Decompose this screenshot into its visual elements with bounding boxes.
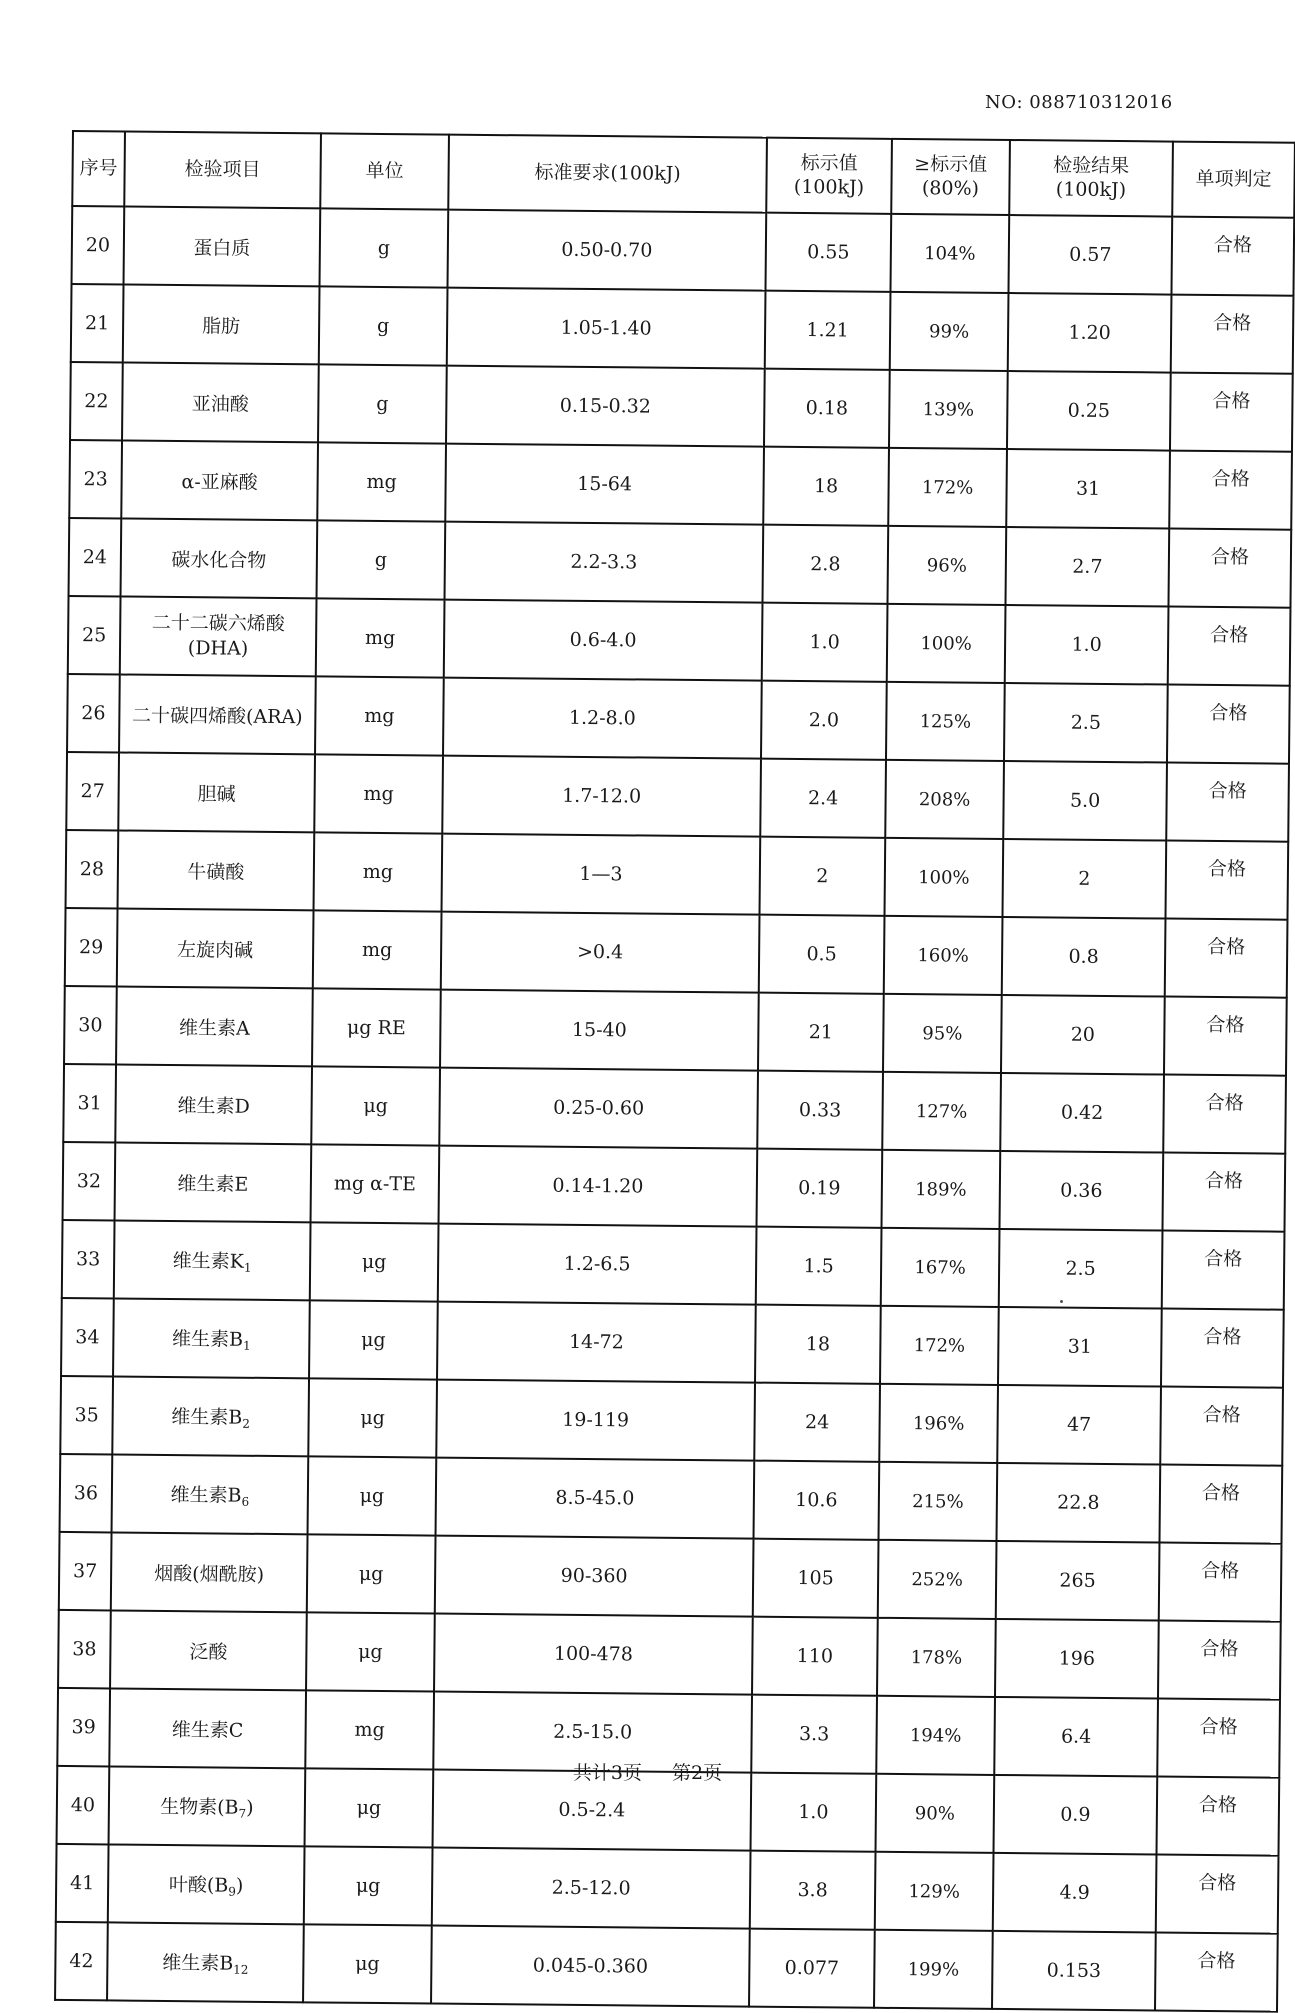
cell-item (118, 830, 315, 910)
table-body (55, 206, 1294, 2012)
cell-item (118, 752, 315, 832)
cell-unit: μg (306, 1612, 435, 1691)
cell-pct: 252% (878, 1540, 997, 1619)
cell-seq: 30 (64, 986, 117, 1064)
header-item: 检验项目 (124, 132, 321, 209)
cell-unit: μg (310, 1222, 439, 1301)
cell-judgement: 合格 (1162, 1231, 1285, 1310)
cell-judgement: 合格 (1161, 1309, 1284, 1388)
cell-label-value: 3.3 (751, 1695, 877, 1774)
cell-label-value: 2.0 (761, 681, 887, 760)
table-row (58, 1610, 1281, 1700)
cell-label-value: 0.18 (764, 369, 890, 448)
cell-judgement: 合格 (1166, 763, 1289, 842)
cell-result: 0.57 (1008, 215, 1172, 295)
cell-standard: 14-72 (437, 1302, 756, 1383)
cell-seq: 26 (67, 674, 120, 752)
cell-unit: mg (313, 910, 442, 989)
cell-standard: 1.7-12.0 (442, 756, 761, 837)
table-row (65, 908, 1288, 998)
cell-label-value: 105 (753, 1539, 879, 1618)
cell-label-value: 2 (759, 837, 885, 916)
cell-judgement: 合格 (1159, 1543, 1282, 1622)
cell-label-value: 24 (754, 1383, 880, 1462)
item-name: 脂肪 (202, 314, 241, 338)
cell-seq: 32 (63, 1142, 116, 1220)
cell-judgement: 合格 (1169, 451, 1292, 530)
cell-unit: mg (317, 442, 446, 521)
table-row (62, 1220, 1285, 1310)
cell-pct: 189% (881, 1150, 1000, 1229)
cell-standard: 0.14-1.20 (439, 1146, 758, 1227)
cell-label-value: 1.21 (765, 291, 891, 370)
cell-unit: mg (305, 1690, 434, 1769)
cell-seq: 39 (57, 1688, 110, 1766)
cell-unit: mg (315, 676, 444, 755)
cell-item (116, 986, 313, 1066)
cell-item (113, 1298, 310, 1378)
cell-judgement: 合格 (1168, 607, 1291, 686)
cell-seq: 29 (65, 908, 118, 986)
header-result (1009, 140, 1173, 217)
table-row (66, 830, 1289, 920)
table-row (55, 1922, 1278, 2012)
item-name: 生物素(B (160, 1795, 239, 1819)
cell-item (121, 518, 318, 598)
table-row (64, 986, 1287, 1076)
cell-pct: 99% (890, 292, 1009, 371)
cell-standard: 1.2-8.0 (443, 678, 762, 759)
cell-unit: g (320, 208, 449, 287)
item-suffix: ) (246, 1796, 254, 1819)
cell-seq: 36 (60, 1454, 113, 1532)
cell-pct: 100% (884, 838, 1003, 917)
cell-result: 196 (995, 1619, 1159, 1699)
cell-unit: μg (305, 1768, 434, 1847)
cell-result: 2.7 (1005, 527, 1169, 607)
cell-pct: 104% (890, 214, 1009, 293)
item-name: 牛磺酸 (187, 860, 245, 884)
cell-seq: 27 (66, 752, 119, 830)
item-name: 维生素B (170, 1484, 242, 1507)
cell-label-value: 0.077 (749, 1929, 875, 2008)
cell-label-value: 0.19 (757, 1149, 883, 1228)
cell-judgement: 合格 (1165, 841, 1288, 920)
cell-standard: 0.50-0.70 (448, 210, 767, 291)
cell-judgement: 合格 (1171, 295, 1294, 374)
cell-judgement: 合格 (1167, 685, 1290, 764)
table-row (71, 284, 1294, 374)
item-name: 维生素D (177, 1094, 250, 1118)
cell-item (112, 1376, 309, 1456)
cell-unit: mg (314, 754, 443, 833)
cell-result: 0.42 (1000, 1073, 1164, 1153)
table-row (60, 1376, 1283, 1466)
cell-result: 265 (996, 1541, 1160, 1621)
cell-unit: mg (314, 832, 443, 911)
cell-result: 0.25 (1007, 371, 1171, 451)
item-subscript: 1 (242, 1338, 251, 1353)
cell-unit: μg (307, 1534, 436, 1613)
item-name: 维生素E (177, 1172, 249, 1196)
cell-judgement: 合格 (1164, 997, 1287, 1076)
cell-judgement: 合格 (1158, 1621, 1281, 1700)
cell-judgement: 合格 (1155, 1932, 1278, 2011)
cell-result: 4.9 (993, 1853, 1157, 1933)
header-label-value-line2: (100kJ) (793, 175, 865, 199)
item-name: 蛋白质 (193, 236, 251, 260)
cell-seq: 41 (56, 1844, 109, 1922)
cell-judgement: 合格 (1170, 373, 1293, 452)
cell-result: 22.8 (996, 1463, 1160, 1543)
cell-seq: 34 (61, 1298, 114, 1376)
cell-standard: 15-64 (445, 444, 764, 525)
cell-judgement: 合格 (1159, 1465, 1282, 1544)
cell-judgement: 合格 (1156, 1776, 1279, 1855)
cell-pct: 178% (877, 1618, 996, 1697)
header-pct-label (891, 139, 1010, 215)
cell-result: 0.153 (992, 1931, 1156, 2011)
item-name: 烟酸(烟酰胺) (154, 1562, 265, 1586)
cell-standard: 2.5-15.0 (433, 1692, 752, 1773)
cell-unit: μg (303, 1924, 432, 2003)
cell-judgement: 合格 (1160, 1387, 1283, 1466)
table-row (59, 1532, 1282, 1622)
table-row (70, 362, 1293, 452)
cell-label-value: 0.33 (757, 1071, 883, 1150)
cell-pct: 95% (883, 994, 1002, 1073)
item-name: 碳水化合物 (171, 548, 267, 572)
table-row (56, 1844, 1279, 1934)
table-row (61, 1298, 1284, 1388)
item-suffix: ) (235, 1874, 244, 1897)
item-name: 维生素A (178, 1016, 250, 1040)
cell-pct: 139% (889, 370, 1008, 449)
cell-label-value: 10.6 (754, 1461, 880, 1540)
cell-label-value: 1.5 (756, 1227, 882, 1306)
cell-result: 31 (998, 1307, 1162, 1387)
inspection-results-table (54, 130, 1295, 2013)
cell-item (108, 1844, 305, 1924)
cell-unit: mg (316, 598, 445, 677)
cell-item (107, 1922, 304, 2002)
cell-standard: 1.2-6.5 (438, 1224, 757, 1305)
cell-pct: 208% (885, 760, 1004, 839)
cell-judgement: 合格 (1157, 1698, 1280, 1777)
cell-item (112, 1454, 309, 1534)
cell-standard: 2.5-12.0 (432, 1848, 751, 1929)
cell-standard: 1—3 (442, 834, 761, 915)
cell-seq: 21 (71, 284, 124, 362)
cell-result: 5.0 (1003, 761, 1167, 841)
cell-standard: 19-119 (436, 1380, 755, 1461)
cell-pct: 127% (882, 1072, 1001, 1151)
cell-unit: μg (304, 1846, 433, 1925)
cell-pct: 172% (888, 448, 1007, 527)
item-name: 叶酸(B (168, 1874, 229, 1897)
cell-standard: 0.15-0.32 (446, 366, 765, 447)
cell-result: 31 (1006, 449, 1170, 529)
cell-result: 1.20 (1008, 293, 1172, 373)
cell-seq: 35 (60, 1376, 113, 1454)
cell-standard: >0.4 (441, 912, 760, 993)
cell-label-value: 1.0 (762, 603, 888, 682)
cell-standard: 0.5-2.4 (433, 1770, 752, 1851)
cell-unit: g (319, 286, 448, 365)
cell-standard: 15-40 (440, 990, 759, 1071)
cell-item (122, 362, 319, 442)
cell-seq: 38 (58, 1610, 111, 1688)
header-judgement: 单项判定 (1172, 142, 1295, 218)
cell-standard: 0.25-0.60 (439, 1068, 758, 1149)
cell-standard: 2.2-3.3 (445, 522, 764, 603)
cell-result: 47 (997, 1385, 1161, 1465)
cell-unit: g (318, 364, 447, 443)
header-label-value (766, 138, 892, 214)
item-subscript: 6 (241, 1494, 250, 1509)
cell-item (110, 1610, 307, 1690)
item-subscript: 7 (238, 1806, 247, 1821)
cell-item (115, 1142, 312, 1222)
cell-seq: 42 (55, 1922, 108, 2000)
cell-standard: 90-360 (435, 1536, 754, 1617)
cell-unit: μg (311, 1066, 440, 1145)
cell-label-value: 1.0 (751, 1773, 877, 1852)
cell-label-value: 21 (758, 993, 884, 1072)
cell-judgement: 合格 (1163, 1075, 1286, 1154)
header-seq: 序号 (72, 131, 125, 206)
cell-item (117, 908, 314, 988)
item-name: 维生素B (162, 1951, 234, 1975)
item-name: 二十二碳六烯酸 (151, 612, 285, 636)
cell-seq: 37 (59, 1532, 112, 1610)
table-row (67, 674, 1290, 764)
table-row (69, 440, 1292, 530)
cell-judgement: 合格 (1171, 217, 1294, 296)
cell-result: 1.0 (1005, 605, 1169, 685)
cell-standard: 0.6-4.0 (444, 600, 763, 681)
table-row (60, 1454, 1283, 1544)
cell-pct: 96% (887, 526, 1006, 605)
table-row (72, 206, 1295, 296)
cell-item (115, 1064, 312, 1144)
item-name: 维生素K (172, 1250, 245, 1273)
cell-label-value: 2.8 (762, 525, 888, 604)
cell-seq: 40 (57, 1766, 110, 1844)
header-pct-label-line2: (80%) (921, 176, 980, 200)
footer-total-pages: 共计3页 (572, 1762, 642, 1784)
cell-item (111, 1532, 308, 1612)
cell-label-value: 0.5 (759, 915, 885, 994)
cell-pct: 125% (886, 682, 1005, 761)
item-name: 左旋肉碱 (177, 938, 254, 962)
item-name: α-亚麻酸 (181, 470, 258, 494)
item-name: 维生素C (171, 1718, 244, 1742)
cell-label-value: 18 (755, 1305, 881, 1384)
cell-item (114, 1220, 311, 1300)
cell-label-value: 18 (763, 447, 889, 526)
cell-result: 2 (1002, 839, 1166, 919)
cell-item (109, 1688, 306, 1768)
cell-pct: 194% (876, 1696, 995, 1775)
item-name: 维生素B (171, 1328, 244, 1351)
cell-unit: μg RE (312, 988, 441, 1067)
cell-label-value: 2.4 (760, 759, 886, 838)
cell-pct: 199% (874, 1930, 993, 2009)
header-result-line2: (100kJ) (1055, 177, 1127, 201)
item-name: 胆碱 (197, 782, 236, 806)
item-subscript: 9 (228, 1884, 236, 1899)
cell-pct: 215% (879, 1462, 998, 1541)
table-row (66, 752, 1289, 842)
item-name: 维生素B (171, 1406, 243, 1429)
cell-pct: 172% (880, 1306, 999, 1385)
cell-pct: 160% (884, 916, 1003, 995)
item-name: 泛酸 (189, 1640, 228, 1664)
cell-seq: 24 (69, 518, 122, 596)
cell-judgement: 合格 (1165, 919, 1288, 998)
cell-judgement: 合格 (1156, 1854, 1279, 1933)
cell-unit: g (317, 520, 446, 599)
cell-item (124, 207, 321, 287)
cell-unit: μg (308, 1378, 437, 1457)
cell-standard: 100-478 (434, 1614, 753, 1695)
cell-label-value: 0.55 (765, 213, 891, 292)
table-row (68, 596, 1291, 686)
cell-result: 0.36 (999, 1151, 1163, 1231)
cell-label-value: 3.8 (750, 1851, 876, 1930)
cell-label-value: 110 (752, 1617, 878, 1696)
cell-pct: 196% (879, 1384, 998, 1463)
cell-result: 6.4 (994, 1697, 1158, 1777)
cell-seq: 22 (70, 362, 123, 440)
cell-seq: 20 (72, 206, 125, 284)
footer-current-page: 第2页 (672, 1762, 723, 1784)
cell-item (121, 440, 318, 520)
table-row (69, 518, 1292, 608)
page-footer (0, 1758, 1295, 1785)
cell-result: 2.5 (1004, 683, 1168, 763)
cell-result: 2.5 (999, 1229, 1163, 1309)
cell-judgement: 合格 (1162, 1153, 1285, 1232)
cell-seq: 28 (66, 830, 119, 908)
cell-standard: 1.05-1.40 (447, 288, 766, 369)
cell-result: 0.9 (994, 1775, 1158, 1855)
cell-pct: 90% (876, 1774, 995, 1853)
header-pct-label-line1: ≥标示值 (914, 152, 988, 176)
table-row (63, 1142, 1286, 1232)
item-subscript: 2 (242, 1416, 250, 1431)
cell-standard: 0.045-0.360 (431, 1926, 750, 2007)
cell-seq: 31 (63, 1064, 116, 1142)
header-unit: 单位 (320, 133, 449, 209)
scan-speck (1060, 1300, 1063, 1303)
cell-unit: mg α-TE (311, 1144, 440, 1223)
cell-item (120, 596, 317, 676)
cell-judgement: 合格 (1168, 529, 1291, 608)
table-row (63, 1064, 1286, 1154)
cell-seq: 33 (62, 1220, 115, 1298)
item-subscript: 1 (243, 1260, 252, 1275)
cell-result: 20 (1001, 995, 1165, 1075)
item-name: 二十碳四烯酸(ARA) (131, 704, 303, 728)
table-header-row (72, 131, 1295, 218)
item-name-line2: (DHA) (187, 637, 249, 660)
item-name: 亚油酸 (191, 392, 249, 416)
header-standard: 标准要求(100kJ) (448, 135, 767, 213)
cell-seq: 23 (69, 440, 122, 518)
cell-seq: 25 (68, 596, 121, 674)
report-table-container (54, 130, 1294, 2013)
cell-unit: μg (308, 1456, 437, 1535)
cell-pct: 129% (875, 1852, 994, 1931)
cell-item (123, 285, 320, 365)
cell-item (119, 674, 316, 754)
header-label-value-line1: 标示值 (800, 151, 858, 175)
cell-pct: 167% (881, 1228, 1000, 1307)
cell-standard: 8.5-45.0 (436, 1458, 755, 1539)
cell-unit: μg (309, 1300, 438, 1379)
cell-pct: 100% (887, 604, 1006, 683)
document-number: NO: 088710312016 (985, 92, 1173, 113)
item-subscript: 12 (233, 1962, 249, 1977)
header-result-line1: 检验结果 (1053, 154, 1130, 177)
cell-result: 0.8 (1002, 917, 1166, 997)
